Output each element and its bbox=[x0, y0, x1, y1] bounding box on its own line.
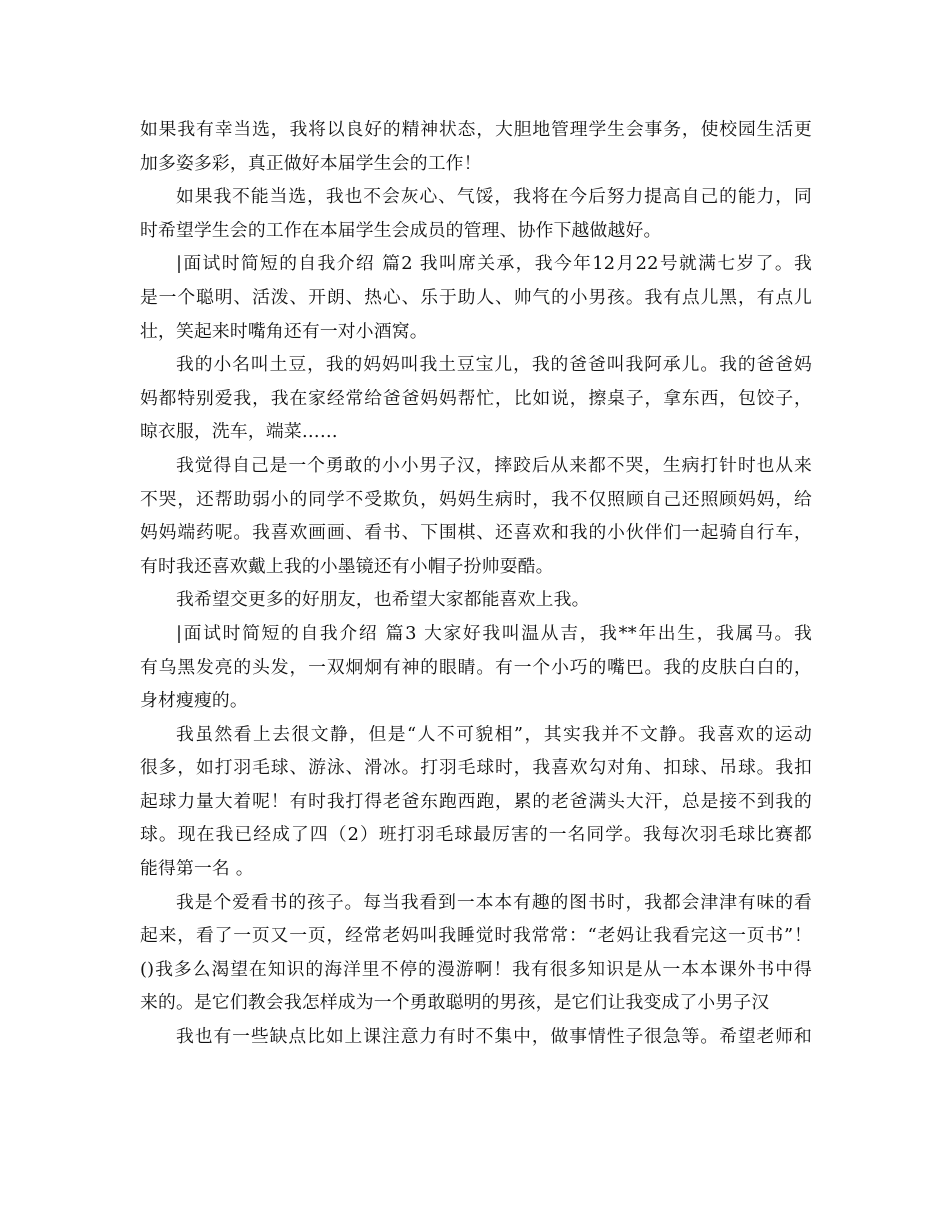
paragraph bbox=[140, 886, 812, 1020]
paragraph bbox=[140, 449, 812, 583]
paragraph bbox=[140, 583, 812, 617]
paragraph bbox=[140, 348, 812, 449]
text-line: 壮，笑起来时嘴角还有一对小酒窝。 bbox=[140, 320, 428, 342]
text-line: 我的小名叫土豆，我的妈妈叫我土豆宝儿，我的爸爸叫我阿承儿。我的爸爸妈 bbox=[176, 354, 812, 376]
text-line: 我也有一些缺点比如上课注意力有时不集中，做事情性子很急等。希望老师和 bbox=[176, 1026, 812, 1048]
text-line: 时希望学生会的工作在本届学生会成员的管理、协作下越做越好。 bbox=[140, 219, 662, 241]
text-line: 如果我有幸当选，我将以良好的精神状态，大胆地管理学生会事务，使校园生活更 bbox=[140, 119, 812, 140]
text-line: |面试时简短的自我介绍 篇3 大家好我叫温从吉，我**年出生，我属马。我 bbox=[176, 622, 812, 644]
text-line: 晾衣服，洗车，端菜…… bbox=[140, 421, 338, 443]
text-line: 不哭，还帮助弱小的同学不受欺负，妈妈生病时，我不仅照顾自己还照顾妈妈，给 bbox=[140, 488, 812, 510]
text-line: 球。现在我已经成了四（2）班打羽毛球最厉害的一名同学。我每次羽毛球比赛都 bbox=[140, 824, 812, 846]
text-line: |面试时简短的自我介绍 篇2 我叫席关承，我今年12月22号就满七岁了。我 bbox=[176, 253, 812, 275]
text-line: 有乌黑发亮的头发，一双炯炯有神的眼睛。有一个小巧的嘴巴。我的皮肤白白的， bbox=[140, 656, 812, 678]
paragraph bbox=[140, 180, 812, 247]
text-line: 能得第一名 。 bbox=[140, 858, 254, 880]
text-line: 身材瘦瘦的。 bbox=[140, 690, 248, 712]
text-line: 我希望交更多的好朋友，也希望大家都能喜欢上我。 bbox=[176, 589, 590, 611]
text-line: 加多姿多彩，真正做好本届学生会的工作！ bbox=[140, 152, 482, 174]
text-line: 来的。是它们教会我怎样成为一个勇敢聪明的男孩，是它们让我变成了小男子汉 bbox=[140, 992, 770, 1014]
text-line: 是一个聪明、活泼、开朗、热心、乐于助人、帅气的小男孩。我有点儿黑，有点儿 bbox=[140, 286, 812, 308]
text-line: 起来，看了一页又一页，经常老妈叫我睡觉时我常常：“老妈让我看完这一页书”！ bbox=[140, 925, 812, 947]
paragraph bbox=[140, 718, 812, 886]
text-line: 妈都特别爱我，我在家经常给爸爸妈妈帮忙，比如说，擦桌子，拿东西，包饺子， bbox=[140, 387, 812, 409]
text-line: 我虽然看上去很文静，但是“人不可貌相”，其实我并不文静。我喜欢的运动 bbox=[176, 723, 812, 745]
paragraph bbox=[140, 247, 812, 348]
paragraph bbox=[140, 617, 812, 718]
text-line: 我是个爱看书的孩子。每当我看到一本本有趣的图书时，我都会津津有味的看 bbox=[176, 891, 812, 913]
text-line: 起球力量大着呢！有时我打得老爸东跑西跑，累的老爸满头大汗，总是接不到我的 bbox=[140, 790, 812, 812]
text-line: ()我多么渴望在知识的海洋里不停的漫游啊！我有很多知识是从一本本课外书中得 bbox=[140, 958, 812, 980]
text-line: 妈妈端药呢。我喜欢画画、看书、下围棋、还喜欢和我的小伙伴们一起骑自行车， bbox=[140, 522, 812, 544]
paragraph bbox=[140, 1020, 812, 1054]
text-line: 很多，如打羽毛球、游泳、滑冰。打羽毛球时，我喜欢勾对角、扣球、吊球。我扣 bbox=[140, 757, 812, 779]
paragraph bbox=[140, 113, 812, 180]
text-line: 如果我不能当选，我也不会灰心、气馁，我将在今后努力提高自己的能力，同 bbox=[176, 186, 812, 208]
text-line: 有时我还喜欢戴上我的小墨镜还有小帽子扮帅耍酷。 bbox=[140, 555, 554, 577]
document-body bbox=[140, 113, 812, 1054]
text-line: 我觉得自己是一个勇敢的小小男子汉，摔跤后从来都不哭，生病打针时也从来 bbox=[176, 454, 812, 476]
